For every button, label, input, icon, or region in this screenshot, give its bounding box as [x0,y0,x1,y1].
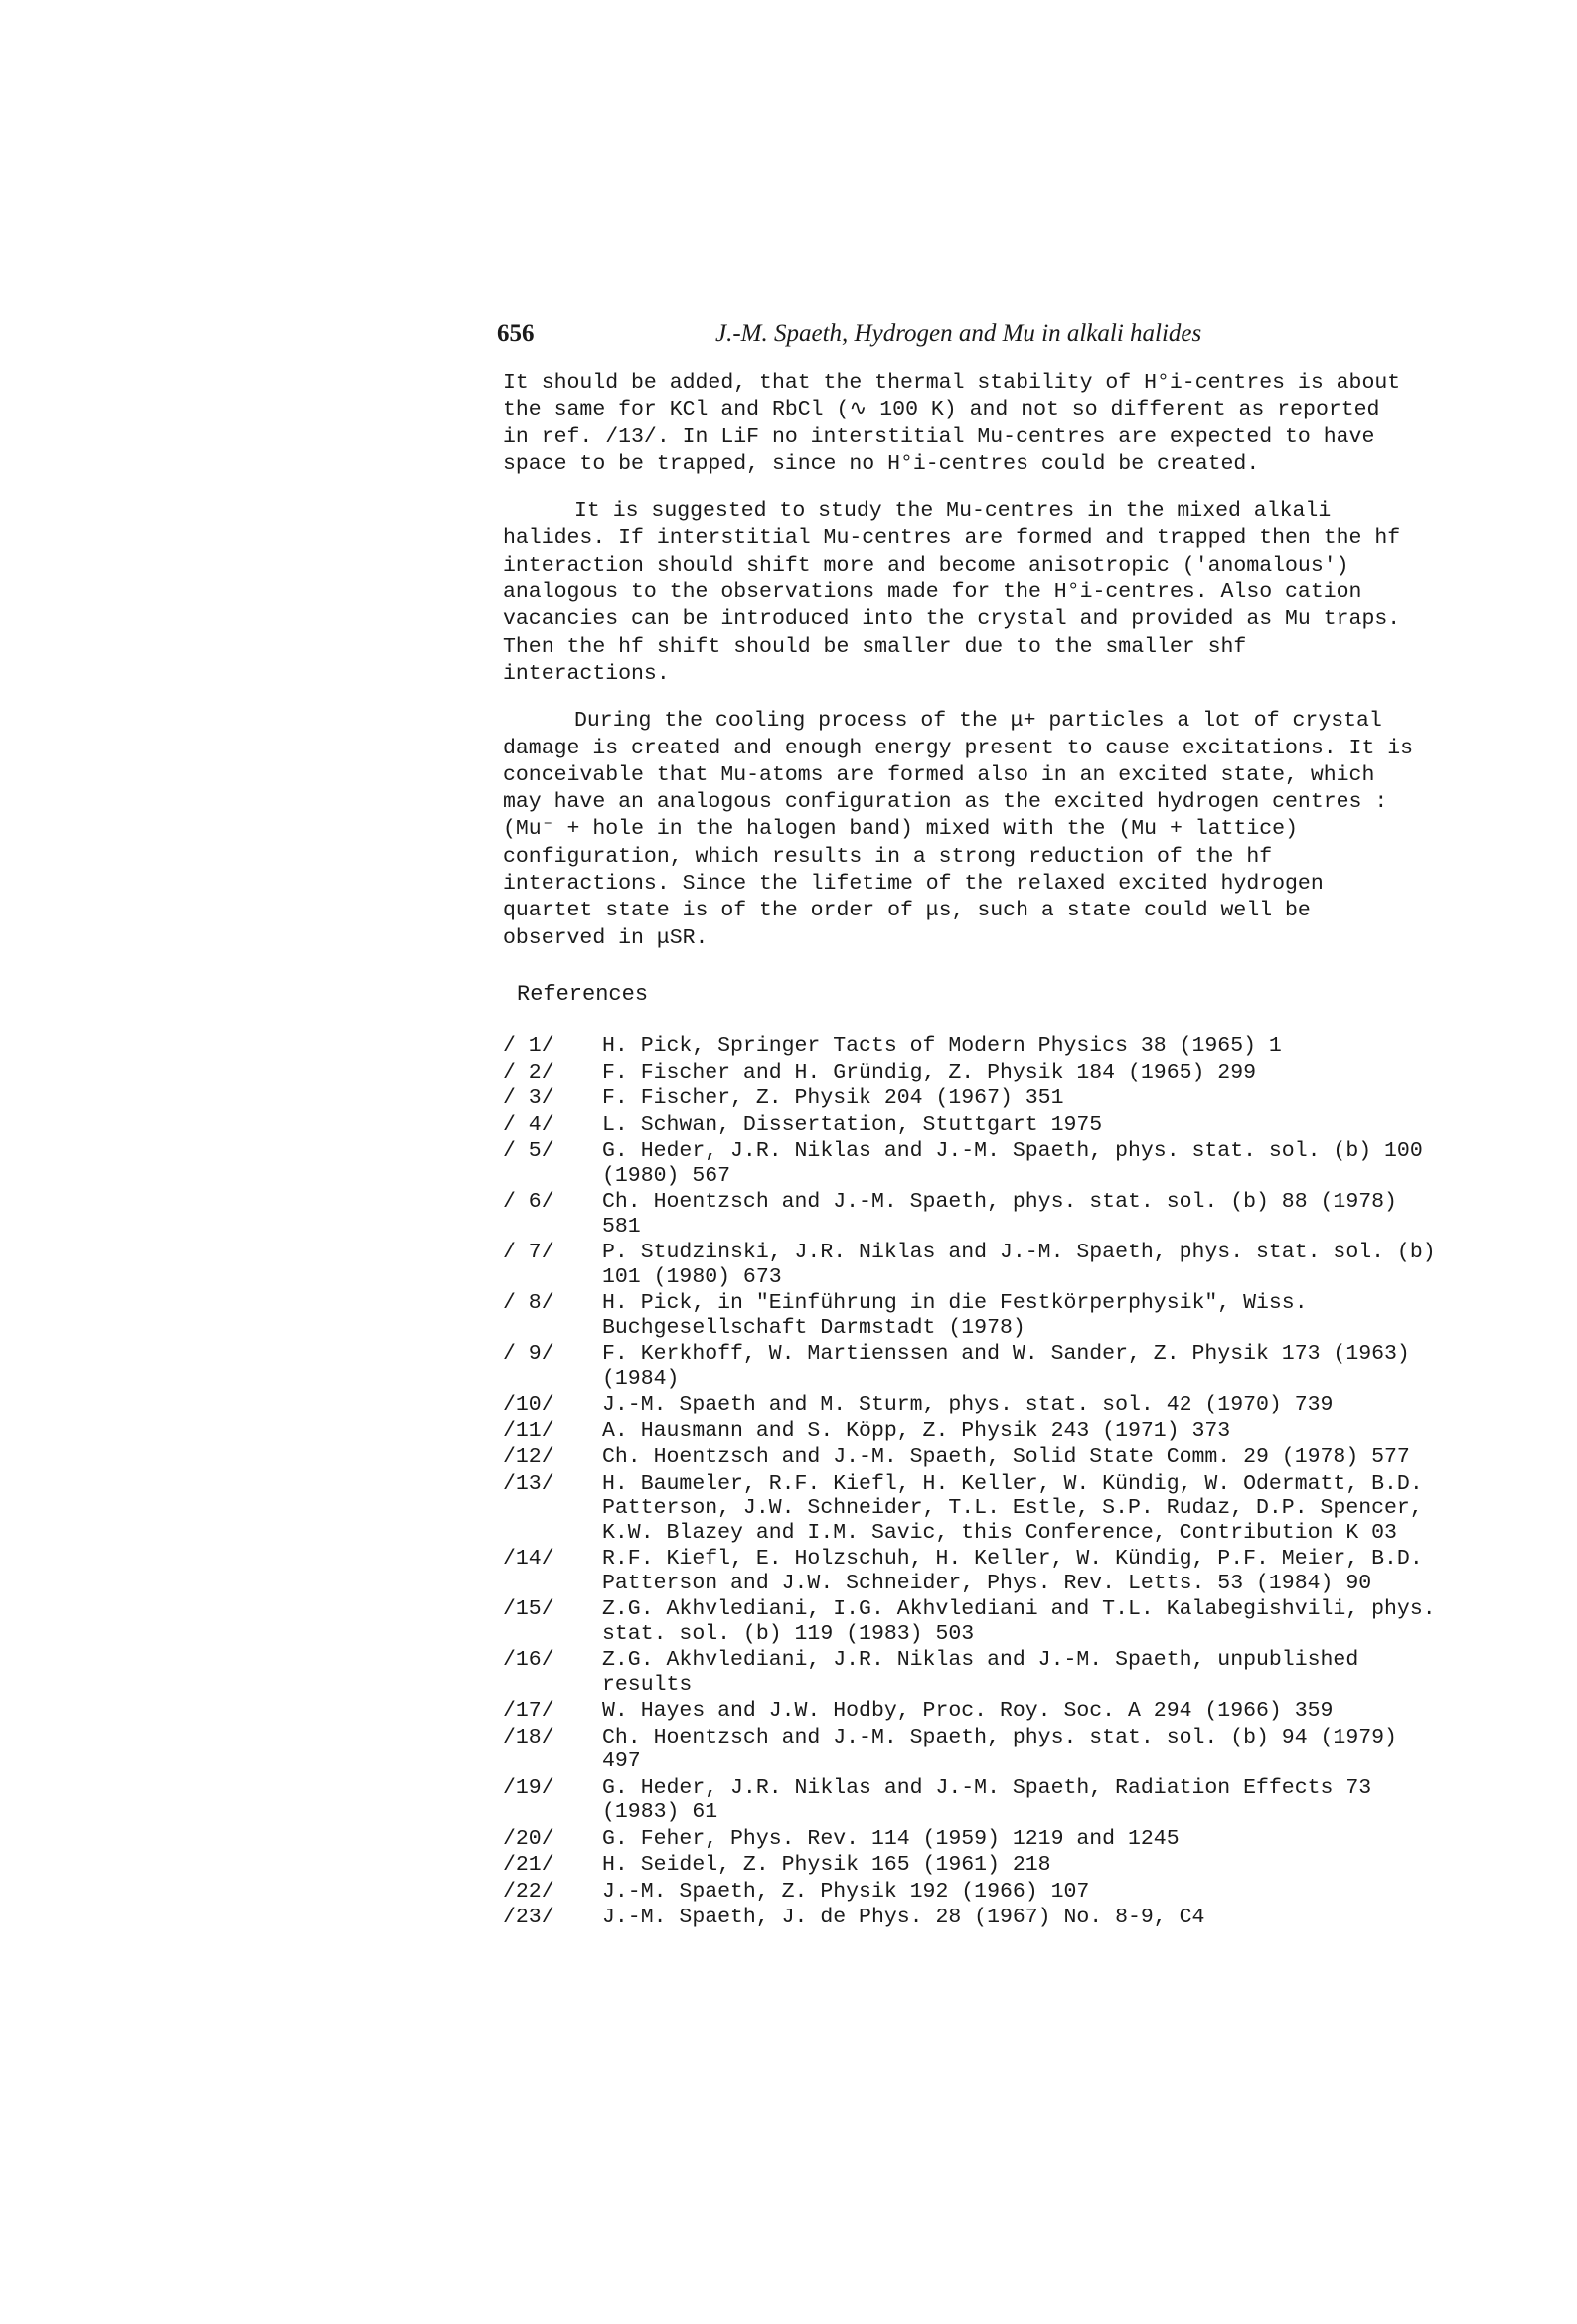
reference-item [503,1699,1437,1724]
paragraph-cooling-process: During the cooling process of the μ+ particles a lot of crystal damage is created and enough energy present to cause excitations. It is conceivable that Mu-atoms are formed also in an excited state, which may have an analogous configuration as the excited hydrogen centres : (Mu⁻ + hole in the halogen band) mixed with the (Mu + lattice) configuration, which results in a strong reduction of the hf interactions. Since the lifetime of the relaxed excited hydrogen quartet state is of the order of μs, such a state could well be observed in μSR. [503,709,1426,950]
reference-text: F. Fischer, Z. Physik 204 (1967) 351 [602,1086,1064,1110]
reference-text: P. Studzinski, J.R. Niklas and J.-M. Spaeth, phys. stat. sol. (b) 101 (1980) 673 [602,1241,1436,1289]
reference-text: J.-M. Spaeth, Z. Physik 192 (1966) 107 [602,1879,1090,1904]
reference-number: /21/ [503,1853,554,1877]
references-list [503,1034,1437,1932]
page-number: 656 [497,320,535,347]
reference-number: /10/ [503,1393,554,1416]
paragraph-mixed-halides: It is suggested to study the Mu-centres in the mixed alkali halides. If interstitial Mu-centres are formed and trapped then the hf interaction should shift more and become anisotropic ('anomalous') analogous to the observations made for the H°i-centres. Also cation vacancies can be introduced into the crystal and provided as Mu traps. Then the hf shift should be smaller due to the smaller shf interactions. [503,499,1414,686]
body-text [503,370,1426,972]
reference-item [503,1061,1437,1085]
reference-text: Ch. Hoentzsch and J.-M. Spaeth, phys. stat. sol. (b) 88 (1978) 581 [602,1190,1397,1239]
reference-item [503,1113,1437,1138]
reference-number: /23/ [503,1906,554,1929]
reference-item [503,1472,1437,1546]
reference-item [503,1880,1437,1905]
references-heading: References [517,982,649,1007]
reference-text: G. Heder, J.R. Niklas and J.-M. Spaeth, phys. stat. sol. (b) 100 (1980) 567 [602,1139,1423,1188]
reference-item [503,1597,1437,1646]
reference-number: /22/ [503,1879,554,1904]
reference-text: H. Baumeler, R.F. Kiefl, H. Keller, W. Kündig, W. Odermatt, B.D. Patterson, J.W. Schneider, T.L. Estle, S.P. Rudaz, D.P. Spencer, K.W. Blazey and I.M. Savic, this Conference, Contribution K 03 [602,1471,1423,1545]
reference-text: F. Kerkhoff, W. Martienssen and W. Sander, Z. Physik 173 (1963) (1984) [602,1342,1410,1391]
reference-item [503,1726,1437,1774]
reference-text: W. Hayes and J.W. Hodby, Proc. Roy. Soc. A 294 (1966) 359 [602,1699,1334,1723]
reference-text: H. Seidel, Z. Physik 165 (1961) 218 [602,1853,1051,1877]
reference-number: / 2/ [503,1060,554,1084]
reference-number: / 9/ [503,1342,554,1366]
reference-text: Ch. Hoentzsch and J.-M. Spaeth, phys. stat. sol. (b) 94 (1979) 497 [602,1725,1397,1773]
reference-item [503,1648,1437,1697]
reference-text: Z.G. Akhvlediani, J.R. Niklas and J.-M. Spaeth, unpublished results [602,1648,1359,1697]
reference-item [503,1086,1437,1111]
reference-number: / 5/ [503,1139,554,1163]
reference-number: /14/ [503,1547,554,1571]
reference-text: A. Hausmann and S. Köpp, Z. Physik 243 (1971) 373 [602,1418,1231,1443]
reference-number: /13/ [503,1471,554,1496]
reference-text: Z.G. Akhvlediani, I.G. Akhvlediani and T.L. Kalabegishvili, phys. stat. sol. (b) 119 (1983) 503 [602,1597,1436,1646]
reference-text: Ch. Hoentzsch and J.-M. Spaeth, Solid State Comm. 29 (1978) 577 [602,1445,1410,1469]
reference-item [503,1853,1437,1878]
reference-number: /11/ [503,1418,554,1443]
reference-text: J.-M. Spaeth and M. Sturm, phys. stat. sol. 42 (1970) 739 [602,1393,1334,1416]
reference-item [503,1291,1437,1340]
reference-item [503,1241,1437,1289]
reference-text: H. Pick, in "Einführung in die Festkörperphysik", Wiss. Buchgesellschaft Darmstadt (1978) [602,1291,1308,1340]
reference-number: /19/ [503,1775,554,1800]
page-header [497,320,1391,360]
reference-item [503,1827,1437,1852]
reference-number: /15/ [503,1597,554,1621]
reference-number: /18/ [503,1725,554,1749]
reference-number: /12/ [503,1445,554,1469]
reference-number: /16/ [503,1648,554,1672]
reference-text: R.F. Kiefl, E. Holzschuh, H. Keller, W. Kündig, P.F. Meier, B.D. Patterson and J.W. Schneider, Phys. Rev. Letts. 53 (1984) 90 [602,1547,1423,1595]
paragraph-thermal-stability: It should be added, that the thermal stability of H°i-centres is about the same for KCl and RbCl (∿ 100 K) and not so different as reported in ref. /13/. In LiF no interstitial Mu-centres are expected to have space to be trapped, since no H°i-centres could be created. [503,371,1414,476]
reference-item [503,1139,1437,1188]
reference-text: G. Heder, J.R. Niklas and J.-M. Spaeth, Radiation Effects 73 (1983) 61 [602,1775,1372,1824]
reference-number: /20/ [503,1826,554,1851]
reference-item [503,1190,1437,1239]
reference-number: / 7/ [503,1241,554,1264]
reference-item [503,1419,1437,1444]
reference-number: / 8/ [503,1291,554,1315]
reference-text: F. Fischer and H. Gründig, Z. Physik 184 (1965) 299 [602,1060,1257,1084]
running-title: J.-M. Spaeth, Hydrogen and Mu in alkali halides [715,320,1202,347]
reference-item [503,1445,1437,1470]
reference-item [503,1034,1437,1059]
reference-item [503,1906,1437,1930]
reference-text: L. Schwan, Dissertation, Stuttgart 1975 [602,1112,1103,1137]
reference-number: / 4/ [503,1112,554,1137]
reference-number: / 1/ [503,1034,554,1058]
reference-text: J.-M. Spaeth, J. de Phys. 28 (1967) No. 8-9, C4 [602,1906,1205,1929]
reference-item [503,1776,1437,1825]
reference-number: /17/ [503,1699,554,1723]
reference-text: G. Feher, Phys. Rev. 114 (1959) 1219 and 1245 [602,1826,1180,1851]
reference-item [503,1393,1437,1417]
reference-number: / 6/ [503,1190,554,1214]
reference-number: / 3/ [503,1086,554,1110]
reference-item [503,1547,1437,1595]
reference-item [503,1342,1437,1391]
reference-text: H. Pick, Springer Tacts of Modern Physics 38 (1965) 1 [602,1034,1282,1058]
